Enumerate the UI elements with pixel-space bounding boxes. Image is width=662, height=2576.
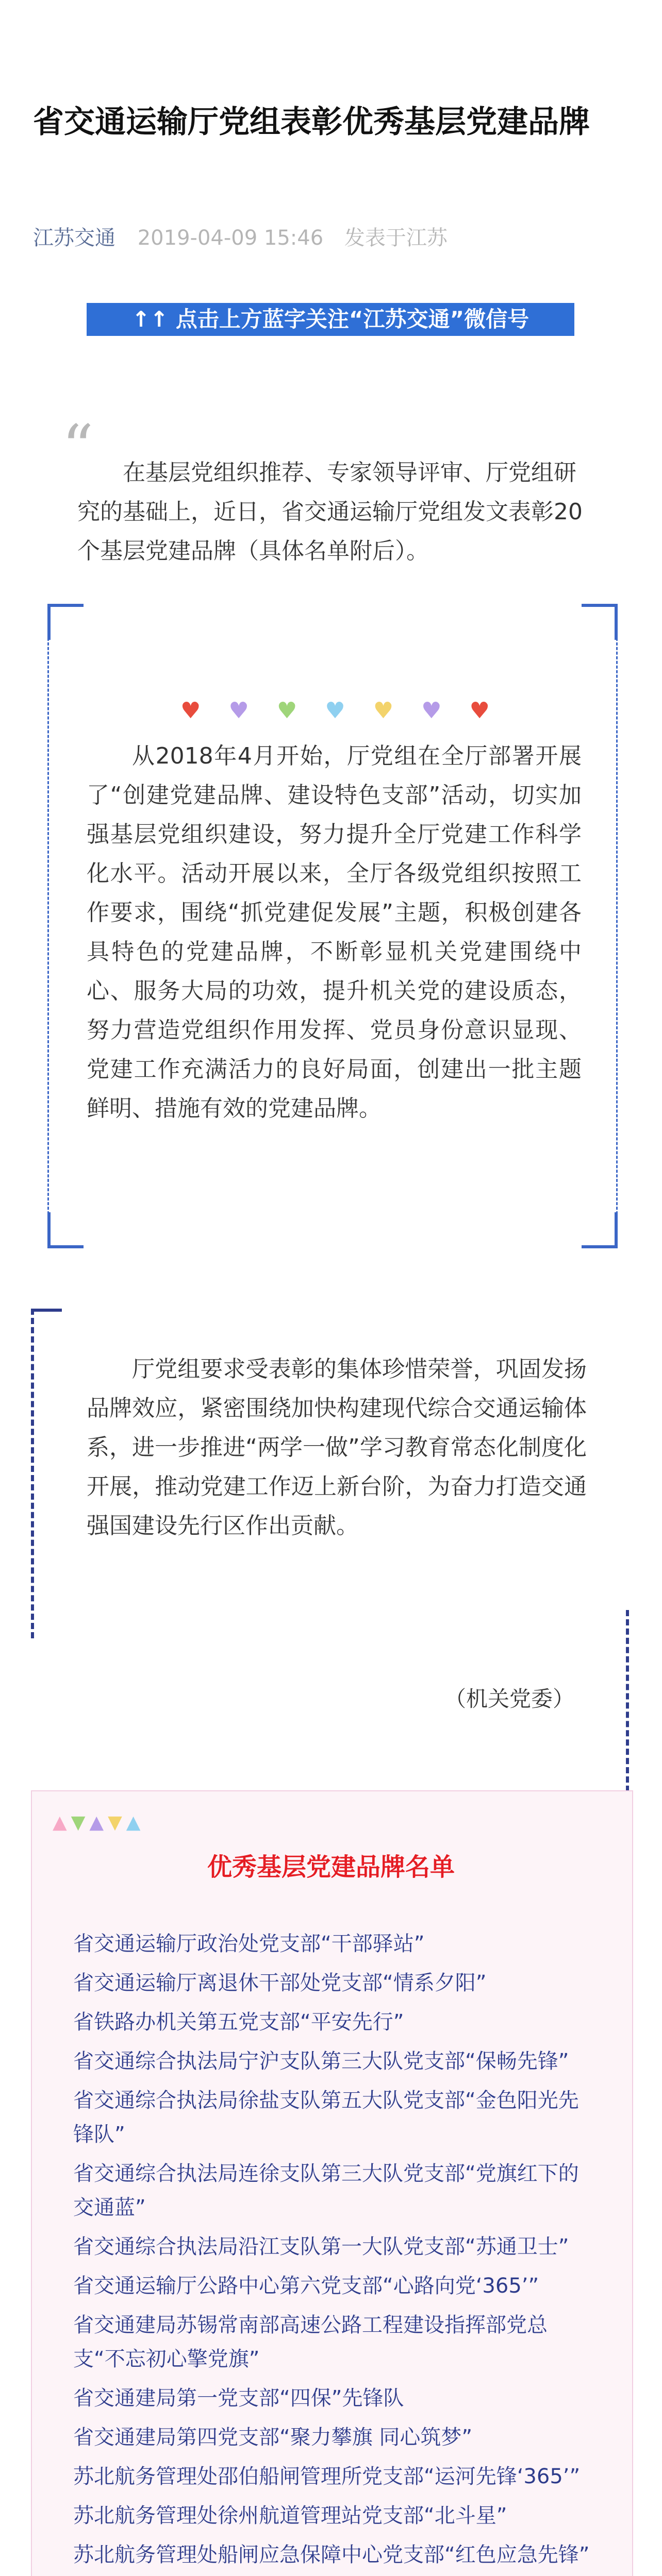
list-item: 省交通综合执法局沿江支队第一大队党支部“苏通卫士” bbox=[73, 2235, 569, 2259]
quote-open-icon: “ bbox=[62, 412, 94, 484]
heart-icon: ♥ bbox=[469, 698, 490, 724]
heart-icon: ♥ bbox=[180, 698, 201, 724]
heart-icon: ♥ bbox=[228, 698, 249, 724]
list-item: 省交通建局第四党支部“聚力攀旗 同心筑梦” bbox=[73, 2426, 473, 2449]
heart-icon: ♥ bbox=[325, 698, 345, 724]
publish-location: 发表于江苏 bbox=[344, 226, 448, 250]
signature: （机关党委） bbox=[444, 1686, 574, 1711]
account-name-link[interactable]: 江苏交通 bbox=[33, 226, 115, 250]
list-item: 省交通建局苏锡常南部高速公路工程建设指挥部党总支“不忘初心擎党旗” bbox=[73, 2313, 548, 2371]
list-item: 省交通综合执法局徐盐支队第五大队党支部“金色阳光先锋队” bbox=[73, 2089, 579, 2146]
list-item: 省交通运输厅离退休干部处党支部“情系夕阳” bbox=[73, 1971, 487, 1995]
list-item: 省交通运输厅公路中心第六党支部“心路向党‘365’” bbox=[73, 2274, 539, 2298]
heart-icon: ♥ bbox=[421, 698, 442, 724]
hearts-row bbox=[180, 698, 490, 724]
section2-paragraph: 厅党组要求受表彰的集体珍惜荣誉，巩固发扬品牌效应，紧密围绕加快构建现代综合交通运输体系，进一步推进“两学一做”学习教育常态化制度化开展，推动党建工作迈上新台阶，为奋力打造交通强国建设先行区作出贡献。 bbox=[87, 1356, 587, 1539]
list-item: 苏北航务管理处船闸应急保障中心党支部“红色应急先锋” bbox=[73, 2543, 590, 2567]
article-title: 省交通运输厅党组表彰优秀基层党建品牌 bbox=[33, 104, 590, 140]
list-item: 苏北航务管理处邵伯船闸管理所党支部“运河先锋‘365’” bbox=[73, 2465, 581, 2488]
follow-banner: ↑↑ 点击上方蓝字关注“江苏交通”微信号 bbox=[87, 303, 574, 336]
triangle-decoration-icon: ▲▼▲▼▲ bbox=[53, 1812, 145, 1833]
list-item: 省交通综合执法局连徐支队第三大队党支部“党旗红下的交通蓝” bbox=[73, 2162, 579, 2219]
list-item: 省交通运输厅政治处党支部“干部驿站” bbox=[73, 1932, 425, 1956]
article-meta bbox=[33, 222, 448, 251]
list-item: 省交通综合执法局宁沪支队第三大队党支部“保畅先锋” bbox=[73, 2049, 569, 2073]
brand-list bbox=[73, 1927, 594, 2576]
heart-icon: ♥ bbox=[373, 698, 394, 724]
brand-list-title: 优秀基层党建品牌名单 bbox=[207, 1853, 455, 1882]
list-item: 省交通建局第一党支部“四保”先锋队 bbox=[73, 2386, 404, 2410]
list-item: 省铁路办机关第五党支部“平安先行” bbox=[73, 2010, 404, 2034]
heart-icon: ♥ bbox=[276, 698, 297, 724]
list-item: 苏北航务管理处徐州航道管理站党支部“北斗星” bbox=[73, 2504, 507, 2528]
section1-paragraph: 从2018年4月开始，厅党组在全厅部署开展了“创建党建品牌、建设特色支部”活动，切实加强基层党组织建设，努力提升全厅党建工作科学化水平。活动开展以来，全厅各级党组织按照工作要求，围绕“抓党建促发展”主题，积极创建各具特色的党建品牌，不断彰显机关党建围绕中心、服务大局的功效，提升机关党的建设质态，努力营造党组织作用发挥、党员身份意识显现、党建工作充满活力的良好局面，创建出一批主题鲜明、措施有效的党建品牌。 bbox=[87, 743, 582, 1122]
intro-paragraph: 在基层党组织推荐、专家领导评审、厅党组研究的基础上，近日，省交通运输厅党组发文表彰20个基层党建品牌（具体名单附后）。 bbox=[77, 460, 583, 564]
publish-date: 2019-04-09 15:46 bbox=[137, 226, 324, 250]
